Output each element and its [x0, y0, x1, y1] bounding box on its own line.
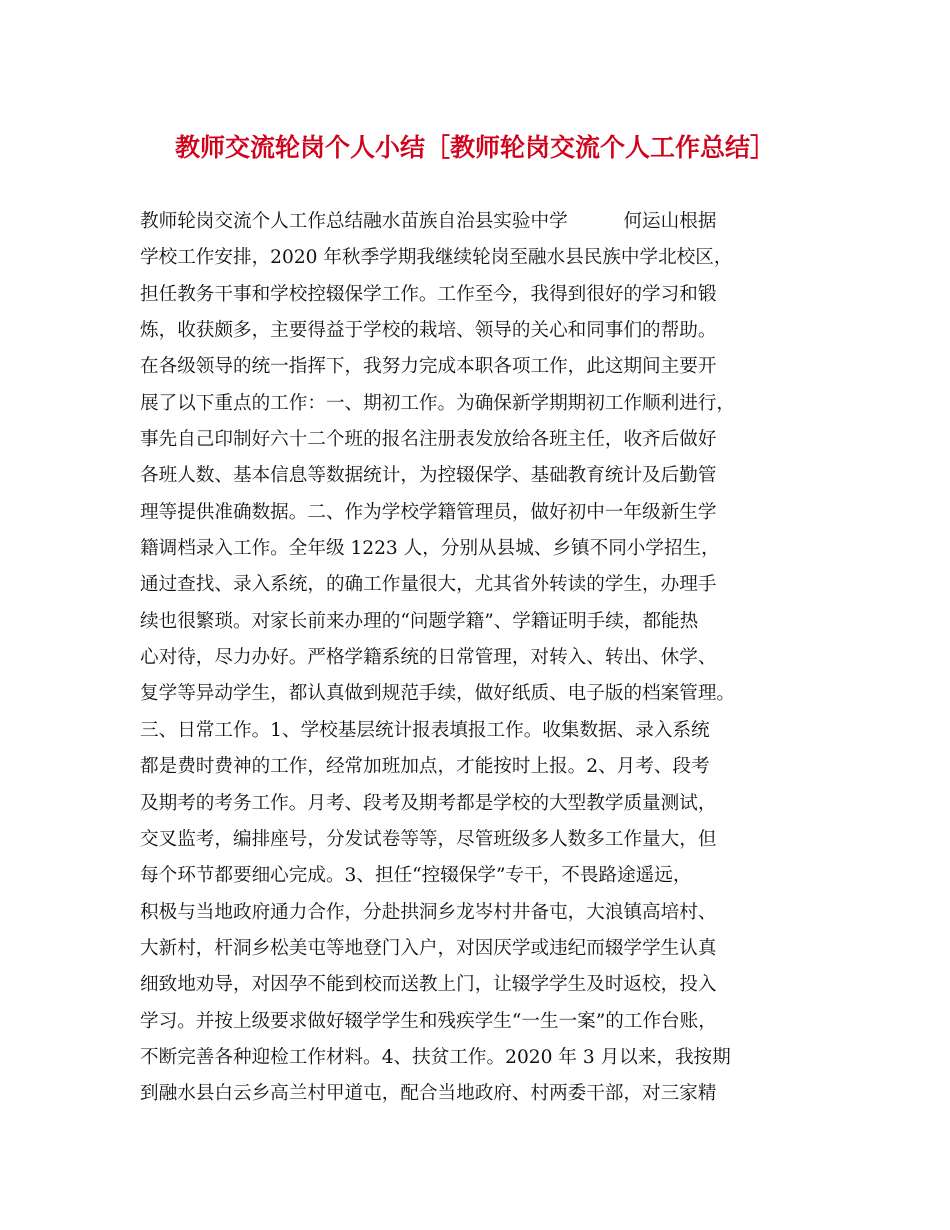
body-line: 理等提供准确数据。二、作为学校学籍管理员，做好初中一年级新生学	[140, 501, 717, 523]
body-line: 不断完善各种迎检工作材料。4、扶贫工作。2020 年 3 月以来，我按期	[140, 1046, 731, 1068]
body-line: 担任教务干事和学校控辍保学工作。工作至今，我得到很好的学习和锻	[140, 283, 717, 305]
body-line: 籍调档录入工作。全年级 1223 人，分别从县城、乡镇不同小学招生，	[140, 538, 720, 560]
body-line: 展了以下重点的工作：一、期初工作。为确保新学期期初工作顺利进行，	[140, 392, 736, 414]
body-line: 细致地劝导，对因孕不能到校而送教上门，让辍学学生及时返校，投入	[140, 974, 717, 996]
body-line: 三、日常工作。1、学校基层统计报表填报工作。收集数据、录入系统	[140, 719, 710, 741]
body-line: 在各级领导的统一指挥下，我努力完成本职各项工作，此这期间主要开	[140, 356, 717, 378]
body-line: 交叉监考，编排座号，分发试卷等等，尽管班级多人数多工作量大，但	[140, 828, 717, 850]
document-title: 教师交流轮岗个人小结［教师轮岗交流个人工作总结］	[174, 133, 775, 162]
body-line: 炼，收获颇多，主要得益于学校的栽培、领导的关心和同事们的帮助。	[140, 320, 717, 342]
body-line: 都是费时费神的工作，经常加班加点，才能按时上报。2、月考、段考	[140, 756, 710, 778]
body-line: 教师轮岗交流个人工作总结融水苗族自治县实验中学 何运山根据	[140, 211, 717, 232]
body-line: 积极与当地政府通力合作，分赴拱洞乡龙岑村井备屯，大浪镇高培村、	[140, 901, 717, 923]
body-line: 复学等异动学生，都认真做到规范手续，做好纸质、电子版的档案管理。	[140, 683, 736, 705]
document-body	[140, 204, 830, 1113]
body-line: 学习。并按上级要求做好辍学学生和残疾学生“一生一案”的工作台账，	[140, 1010, 717, 1032]
body-line: 学校工作安排，2020 年秋季学期我继续轮岗至融水县民族中学北校区，	[140, 247, 733, 269]
body-line: 各班人数、基本信息等数据统计，为控辍保学、基础教育统计及后勤管	[140, 465, 717, 487]
body-line: 续也很繁琐。对家长前来办理的“问题学籍”、学籍证明手续，都能热	[140, 610, 699, 632]
body-line: 通过查找、录入系统，的确工作量很大，尤其省外转读的学生，办理手	[140, 574, 717, 596]
body-line: 到融水县白云乡高兰村甲道屯，配合当地政府、村两委干部，对三家精	[140, 1083, 717, 1105]
body-line: 大新村，杆洞乡松美屯等地登门入户，对因厌学或违纪而辍学学生认真	[140, 937, 717, 959]
body-line: 每个环节都要细心完成。3、担任“控辍保学”专干，不畏路途遥远，	[140, 865, 692, 887]
body-line: 心对待，尽力办好。严格学籍系统的日常管理，对转入、转出、休学、	[140, 647, 717, 669]
body-line: 事先自己印制好六十二个班的报名注册表发放给各班主任，收齐后做好	[140, 429, 717, 451]
body-line: 及期考的考务工作。月考、段考及期考都是学校的大型教学质量测试，	[140, 792, 717, 814]
